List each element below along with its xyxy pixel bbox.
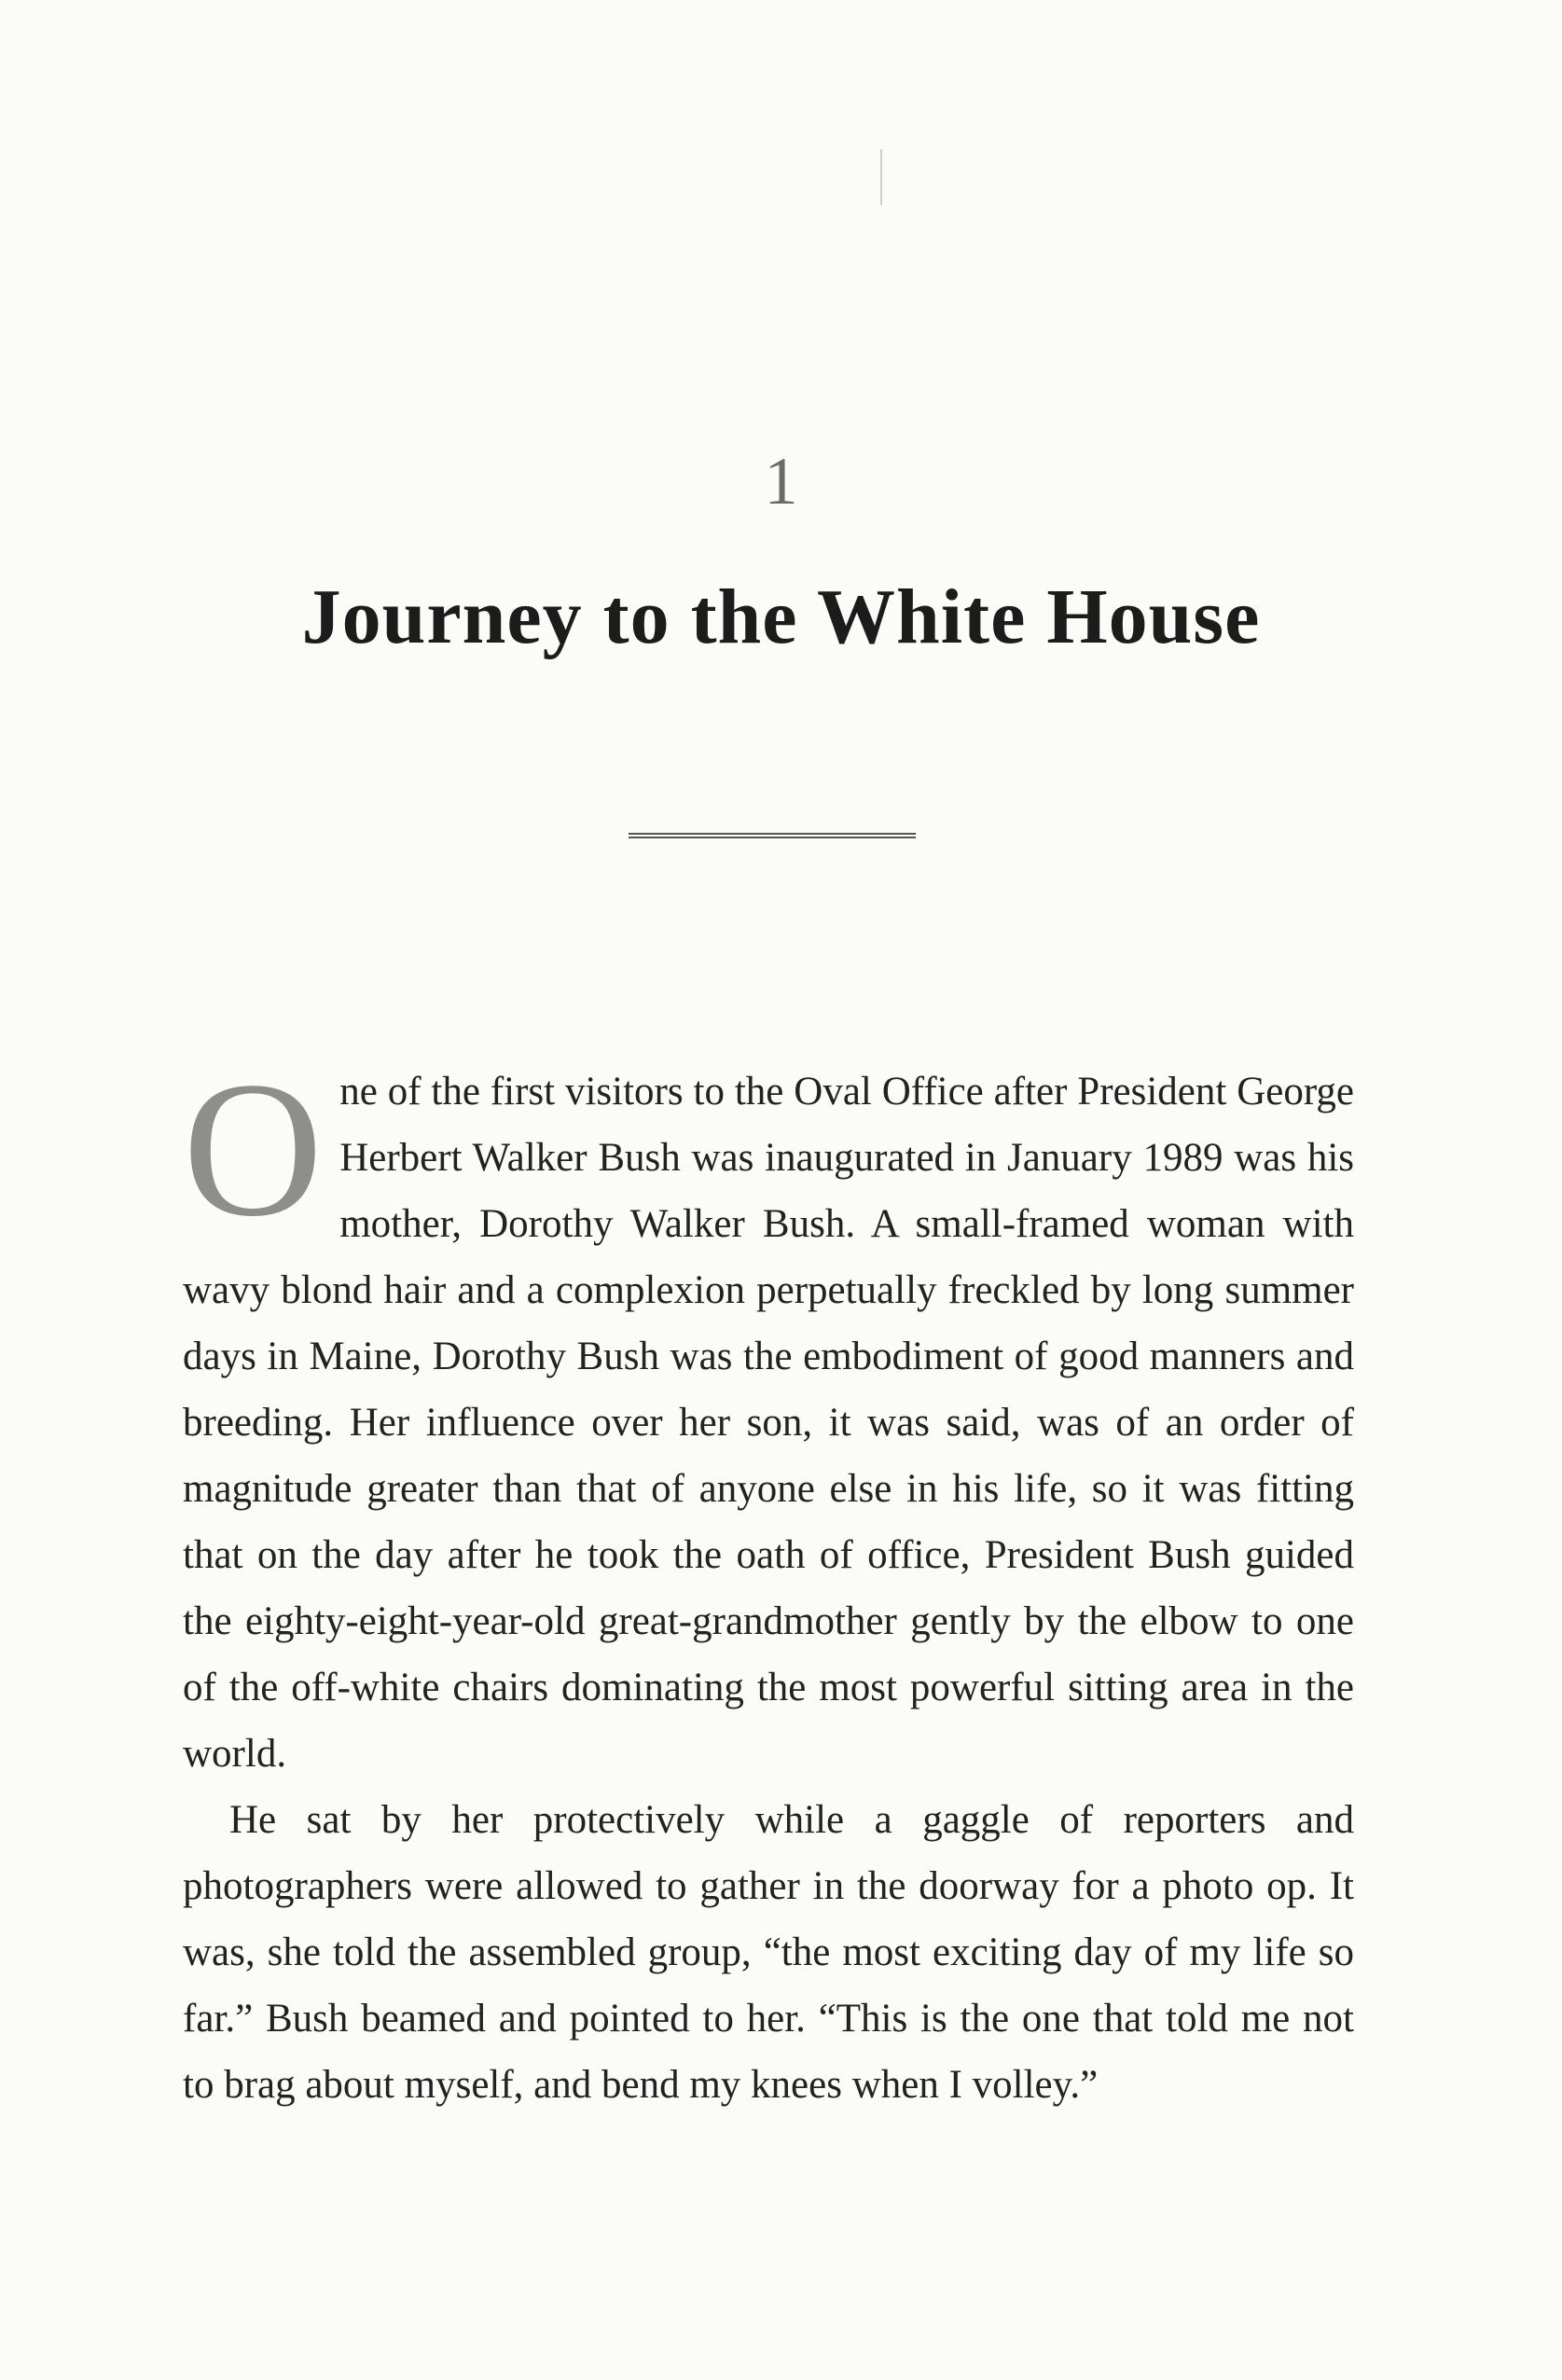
paragraph-1	[183, 1042, 1354, 1787]
paragraph-1-text: ne of the first visitors to the Oval Office after President George Herbert Walker Bush was inaugurated in January 1989 was his mother, Dorothy Walker Bush. A small-framed woman with wavy blond hair and a complexion perpetually freckled by long summer days in Maine, Dorothy Bush was the embodiment of good manners and breeding. Her influence over her son, it was said, was of an order of magnitude greater than that of anyone else in his life, so it was fitting that on the day after he took the oath of office, President Bush guided the eighty-eight-year-old great-grandmother gently by the elbow to one of the off-white chairs dominating the most powerful sitting area in the world.	[183, 1070, 1354, 1776]
paragraph-2: He sat by her protectively while a gaggle of reporters and photographers were allowed to gather in the doorway for a photo op. It was, she told the assembled group, “the most exciting day of my life so far.” Bush beamed and pointed to her. “This is the one that told me not to brag about myself, and bend my knees when I volley.”	[183, 1798, 1354, 2107]
chapter-title: Journey to the White House	[301, 574, 1261, 660]
body-text	[183, 1042, 1354, 2118]
title-divider-rule	[629, 833, 916, 838]
scan-mark	[880, 149, 882, 205]
drop-cap: O	[183, 1042, 324, 1256]
chapter-number: 1	[764, 444, 798, 519]
